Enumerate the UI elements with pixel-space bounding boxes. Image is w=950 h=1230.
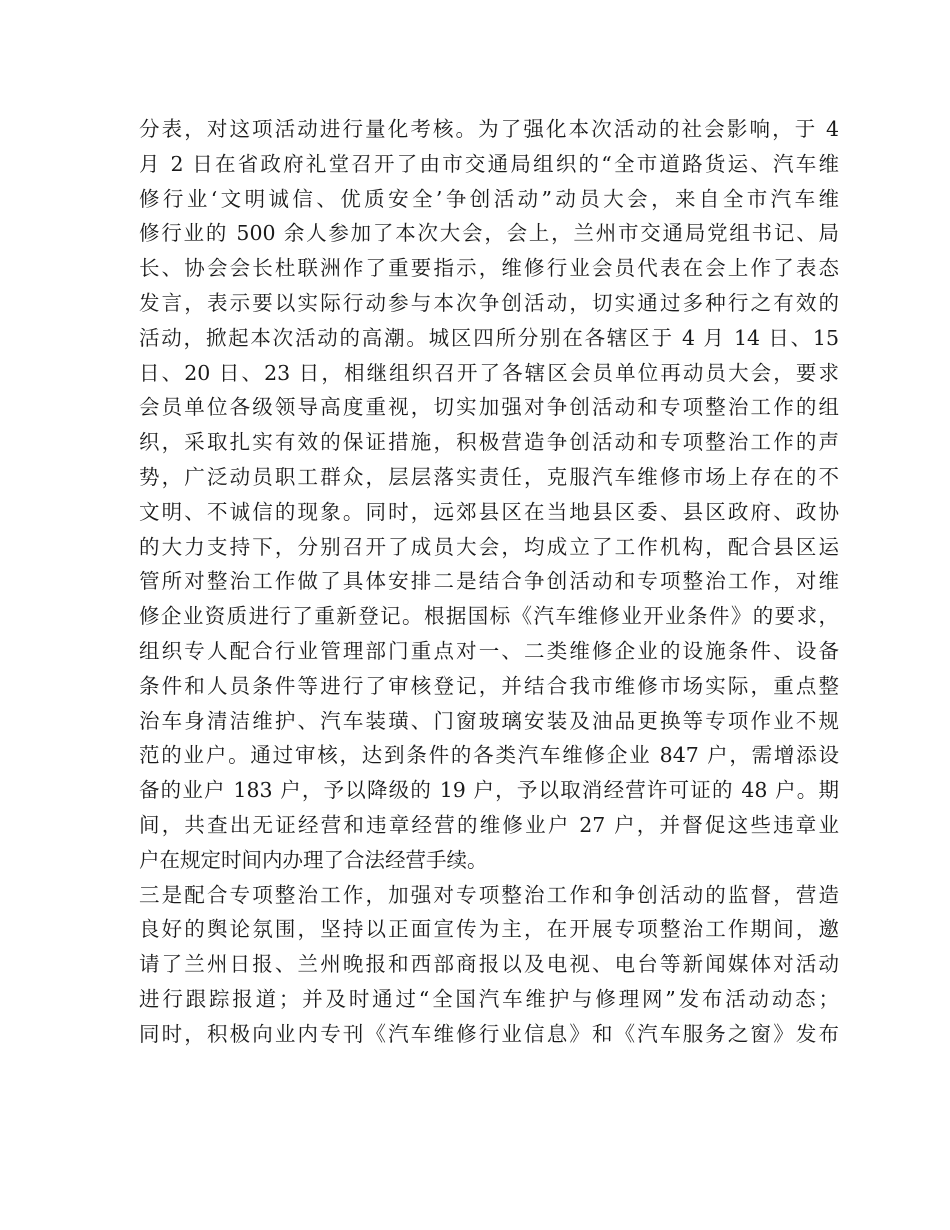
text-line: 发言，表示要以实际行动参与本次争创活动，切实通过多种行之有效的	[139, 290, 839, 315]
text-line: 日、20 日、23 日，相继组织召开了各辖区会员单位再动员大会，要求	[139, 360, 839, 385]
text-line: 修行业‘文明诚信、优质安全’争创活动”动员大会，来自全市汽车维	[139, 186, 839, 211]
text-line: 范的业户。通过审核，达到条件的各类汽车维修企业 847 户，需增添设	[139, 743, 839, 768]
text-line: 修企业资质进行了重新登记。根据国标《汽车维修业开业条件》的要求，	[139, 604, 839, 629]
text-line: 条件和人员条件等进行了审核登记，并结合我市维修市场实际，重点整	[139, 673, 839, 698]
text-line: 良好的舆论氛围，坚持以正面宣传为主，在开展专项整治工作期间，邀	[139, 917, 839, 942]
text-line: 织，采取扎实有效的保证措施，积极营造争创活动和专项整治工作的声	[139, 430, 839, 455]
text-line: 月 2 日在省政府礼堂召开了由市交通局组织的“全市道路货运、汽车维	[139, 151, 839, 176]
text-line: 治车身清洁维护、汽车装璜、门窗玻璃安装及油品更换等专项作业不规	[139, 708, 839, 733]
text-line: 的大力支持下，分别召开了成员大会，均成立了工作机构，配合县区运	[139, 534, 839, 559]
text-line: 管所对整治工作做了具体安排二是结合争创活动和专项整治工作，对维	[139, 569, 839, 594]
text-line: 长、协会会长杜联洲作了重要指示，维修行业会员代表在会上作了表态	[139, 256, 839, 281]
text-line: 组织专人配合行业管理部门重点对一、二类维修企业的设施条件、设备	[139, 638, 839, 663]
text-line: 备的业户 183 户，予以降级的 19 户，予以取消经营许可证的 48 户。期	[139, 778, 839, 803]
text-line: 会员单位各级领导高度重视，切实加强对争创活动和专项整治工作的组	[139, 395, 839, 420]
text-line: 进行跟踪报道；并及时通过“全国汽车维护与修理网”发布活动动态；	[139, 986, 839, 1011]
text-line: 分表，对这项活动进行量化考核。为了强化本次活动的社会影响，于 4	[139, 117, 839, 141]
text-line: 户在规定时间内办理了合法经营手续。	[139, 847, 488, 872]
text-line: 三是配合专项整治工作，加强对专项整治工作和争创活动的监督，营造	[139, 882, 839, 907]
text-line: 活动，掀起本次活动的高潮。城区四所分别在各辖区于 4 月 14 日、15	[139, 325, 839, 350]
text-line: 势，广泛动员职工群众，层层落实责任，克服汽车维修市场上存在的不	[139, 464, 839, 489]
text-line: 同时，积极向业内专刊《汽车维修行业信息》和《汽车服务之窗》发布	[139, 1021, 839, 1046]
text-line: 修行业的 500 余人参加了本次大会，会上，兰州市交通局党组书记、局	[139, 221, 839, 246]
text-line: 请了兰州日报、兰州晚报和西部商报以及电视、电台等新闻媒体对活动	[139, 952, 839, 977]
text-line: 间，共查出无证经营和违章经营的维修业户 27 户，并督促这些违章业	[139, 812, 839, 837]
body-text	[139, 112, 839, 1052]
text-line: 文明、不诚信的现象。同时，远郊县区在当地县区委、县区政府、政协	[139, 499, 839, 524]
